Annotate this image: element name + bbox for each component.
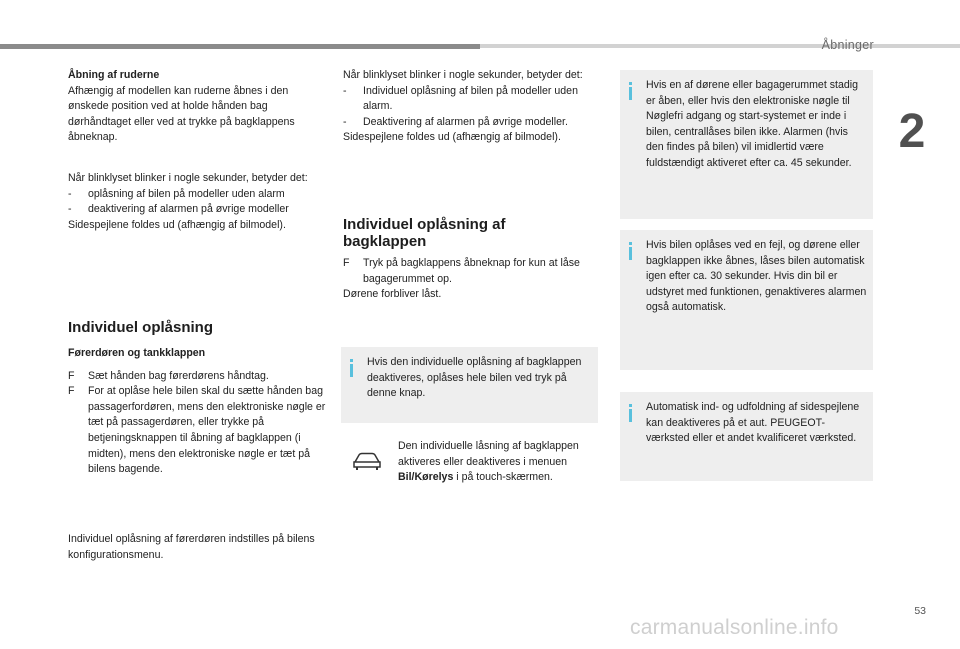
info-box-mirrors: Automatisk ind- og udfoldning af sidespejlene kan deaktiveres på et aut. PEUGEOT-værksted eller et andet kvalificeret værksted. bbox=[620, 392, 873, 481]
car-icon bbox=[352, 450, 382, 472]
blink-outro: Sidespejlene foldes ud (afhængig af bilmodel). bbox=[343, 131, 561, 144]
step-item: F For at oplåse hele bilen skal du sætte hånden bag passagerfordøren, mens den elektroniske nøgle er tæt på passagerdøren, eller trykke på betjeningsknappen til åbning af bagklappen (i midten), mens den elektroniske nøgle er tæt på bilens bagende. bbox=[68, 385, 326, 476]
page-number: 53 bbox=[914, 605, 926, 617]
info-icon bbox=[629, 242, 638, 260]
column-left bbox=[68, 68, 326, 146]
driver-door-block bbox=[68, 346, 326, 478]
config-note: Individuel oplåsning af førerdøren indstilles på bilens konfigurationsmenu. bbox=[68, 533, 315, 561]
section-title: Åbninger bbox=[821, 38, 874, 52]
info-icon bbox=[350, 359, 359, 377]
blink-intro: Når blinklyset blinker i nogle sekunder, betyder det: bbox=[68, 172, 308, 184]
blink-item: - Deaktivering af alarmen på øvrige modeller. bbox=[343, 115, 568, 128]
header-rule-dark bbox=[0, 44, 480, 49]
blink-item: - Individuel oplåsning af bilen på modeller uden alarm. bbox=[343, 84, 578, 113]
tailgate-block bbox=[343, 256, 601, 303]
chapter-number: 2 bbox=[898, 105, 926, 158]
blink-item: - oplåsning af bilen på modeller uden alarm bbox=[68, 187, 285, 200]
info-icon bbox=[629, 404, 638, 422]
info-box-tailgate: Hvis den individuelle oplåsning af bagklappen deaktiveres, oplåses hele bilen ved tryk på denne knap. bbox=[341, 347, 598, 423]
subheading-driver-door: Førerdøren og tankklappen bbox=[68, 347, 206, 359]
info-box-relock: Hvis bilen oplåses ved en fejl, og dørene eller bagklappen ikke åbnes, låses bilen automatisk igen efter ca. 30 sekunder. Hvis din bil er udstyret med funktionen, genaktiveres alarmen også automatisk. bbox=[620, 230, 873, 370]
header-rule-light bbox=[480, 44, 960, 48]
windows-title: Åbning af ruderne bbox=[68, 69, 160, 81]
watermark: carmanualsonline.info bbox=[630, 616, 839, 639]
step-item: F Tryk på bagklappens åbneknap for kun at låse bagagerummet op. bbox=[343, 257, 580, 285]
blink-outro: Sidespejlene foldes ud (afhængig af bilmodel). bbox=[68, 218, 286, 231]
blink-block-middle bbox=[343, 68, 603, 146]
windows-paragraph: Afhængig af modellen kan ruderne åbnes i den ønskede position ved at holde hånden bag dørhåndtaget eller ved at trykke på bagklappens åbneknap. bbox=[68, 84, 295, 144]
heading-individual-unlock: Individuel oplåsning bbox=[68, 319, 214, 336]
doors-stay-locked: Dørene forbliver låst. bbox=[343, 288, 442, 301]
car-menu-note: Den individuelle låsning af bagklappen aktiveres eller deaktiveres i menuen Bil/Kørelys i på touch-skærmen. bbox=[398, 440, 579, 484]
step-item: F Sæt hånden bag førerdørens håndtag. bbox=[68, 369, 269, 382]
blink-item: - deaktivering af alarmen på øvrige modeller bbox=[68, 203, 289, 216]
blink-block-left bbox=[68, 171, 326, 233]
info-icon bbox=[629, 82, 638, 100]
blink-intro: Når blinklyset blinker i nogle sekunder, betyder det: bbox=[343, 69, 583, 81]
info-box-doors-open: Hvis en af dørene eller bagagerummet stadig er åben, eller hvis den elektroniske nøgle til Nøglefri adgang og start-systemet er inde i bilen, centrallåses bilen ikke. Alarmen (hvis den findes på bilen) vil imidlertid være fuldstændigt aktiveret efter ca. 45 sekunder. bbox=[620, 70, 873, 219]
heading-tailgate-unlock: Individuel oplåsning af bagklappen bbox=[343, 216, 506, 250]
